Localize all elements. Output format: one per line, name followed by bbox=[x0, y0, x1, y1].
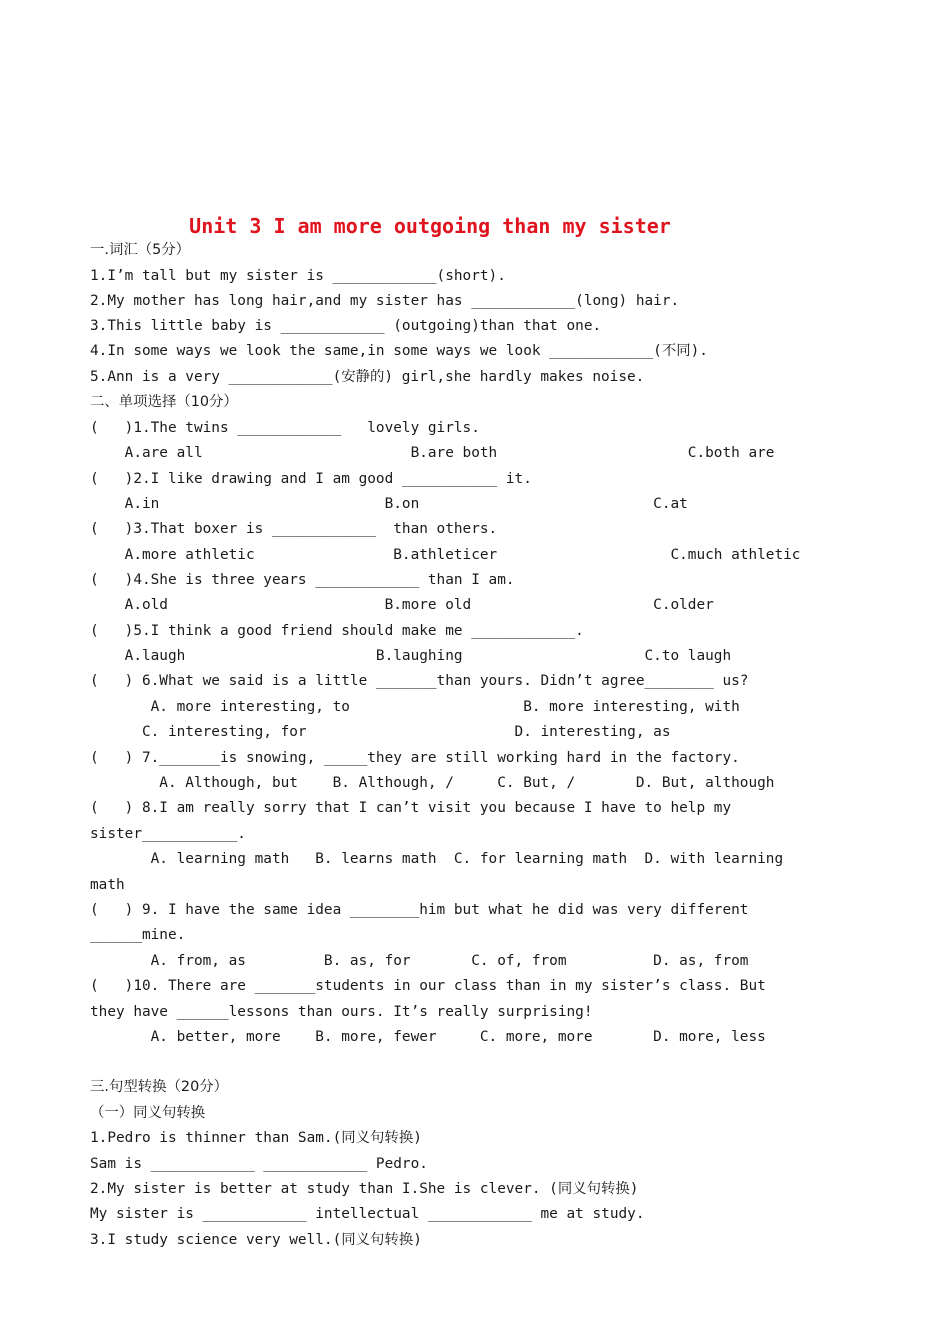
question-item: ( ) 7._______is snowing, _____they are still working hard in the factory. bbox=[90, 750, 740, 766]
question-item: 1.I’m tall but my sister is ____________(short). bbox=[90, 268, 506, 284]
question-item: 4.In some ways we look the same,in some ways we look ____________(不同). bbox=[90, 343, 708, 359]
question-item: 5.Ann is a very ____________(安静的) girl,she hardly makes noise. bbox=[90, 369, 645, 385]
answer-options: A.laugh B.laughing C.to laugh bbox=[90, 648, 732, 664]
answer-options: A. more interesting, to B. more interesting, with bbox=[90, 699, 740, 715]
answer-options: A.more athletic B.athleticer C.much athletic bbox=[90, 547, 801, 563]
answer-options: A.in B.on C.at bbox=[90, 496, 688, 512]
question-item: 3.This little baby is ____________ (outgoing)than that one. bbox=[90, 318, 602, 334]
question-item: ( ) 6.What we said is a little _______than yours. Didn’t agree________ us? bbox=[90, 673, 749, 689]
answer-options: C. interesting, for D. interesting, as bbox=[90, 724, 671, 740]
question-continuation: sister___________. bbox=[90, 826, 246, 842]
answer-line: My sister is ____________ intellectual ____________ me at study. bbox=[90, 1206, 645, 1222]
question-continuation: ______mine. bbox=[90, 927, 186, 943]
section-heading: 二、单项选择（10分） bbox=[90, 394, 238, 410]
question-item: ( )4.She is three years ____________ than I am. bbox=[90, 572, 515, 588]
subsection-heading: （一）同义句转换 bbox=[90, 1105, 206, 1121]
question-item: ( )2.I like drawing and I am good ___________ it. bbox=[90, 471, 532, 487]
question-item: 1.Pedro is thinner than Sam.(同义句转换) bbox=[90, 1130, 422, 1146]
answer-options: A.old B.more old C.older bbox=[90, 597, 714, 613]
section-heading: 一.词汇（5分） bbox=[90, 242, 191, 258]
answer-options: A. better, more B. more, fewer C. more, more D. more, less bbox=[90, 1029, 766, 1045]
section-heading: 三.句型转换（20分） bbox=[90, 1079, 229, 1095]
question-item: ( )1.The twins ____________ lovely girls. bbox=[90, 420, 480, 436]
question-item: ( ) 8.I am really sorry that I can’t visit you because I have to help my bbox=[90, 800, 732, 816]
answer-options: A.are all B.are both C.both are bbox=[90, 445, 775, 461]
question-item: 3.I study science very well.(同义句转换) bbox=[90, 1232, 422, 1248]
answer-continuation: math bbox=[90, 877, 125, 893]
question-item: 2.My sister is better at study than I.She is clever. (同义句转换) bbox=[90, 1181, 639, 1197]
question-item: ( )10. There are _______students in our class than in my sister’s class. But bbox=[90, 978, 766, 994]
answer-line: Sam is ____________ ____________ Pedro. bbox=[90, 1156, 428, 1172]
answer-options: A. from, as B. as, for C. of, from D. as, from bbox=[90, 953, 749, 969]
question-item: ( ) 9. I have the same idea ________him but what he did was very different bbox=[90, 902, 749, 918]
question-continuation: they have ______lessons than ours. It’s really surprising! bbox=[90, 1004, 593, 1020]
question-item: ( )3.That boxer is ____________ than others. bbox=[90, 521, 498, 537]
question-item: 2.My mother has long hair,and my sister has ____________(long) hair. bbox=[90, 293, 680, 309]
answer-options: A. learning math B. learns math C. for learning math D. with learning bbox=[90, 851, 784, 867]
question-item: ( )5.I think a good friend should make me ____________. bbox=[90, 623, 584, 639]
page-title: Unit 3 I am more outgoing than my sister bbox=[189, 214, 671, 238]
answer-options: A. Although, but B. Although, / C. But, / D. But, although bbox=[90, 775, 775, 791]
